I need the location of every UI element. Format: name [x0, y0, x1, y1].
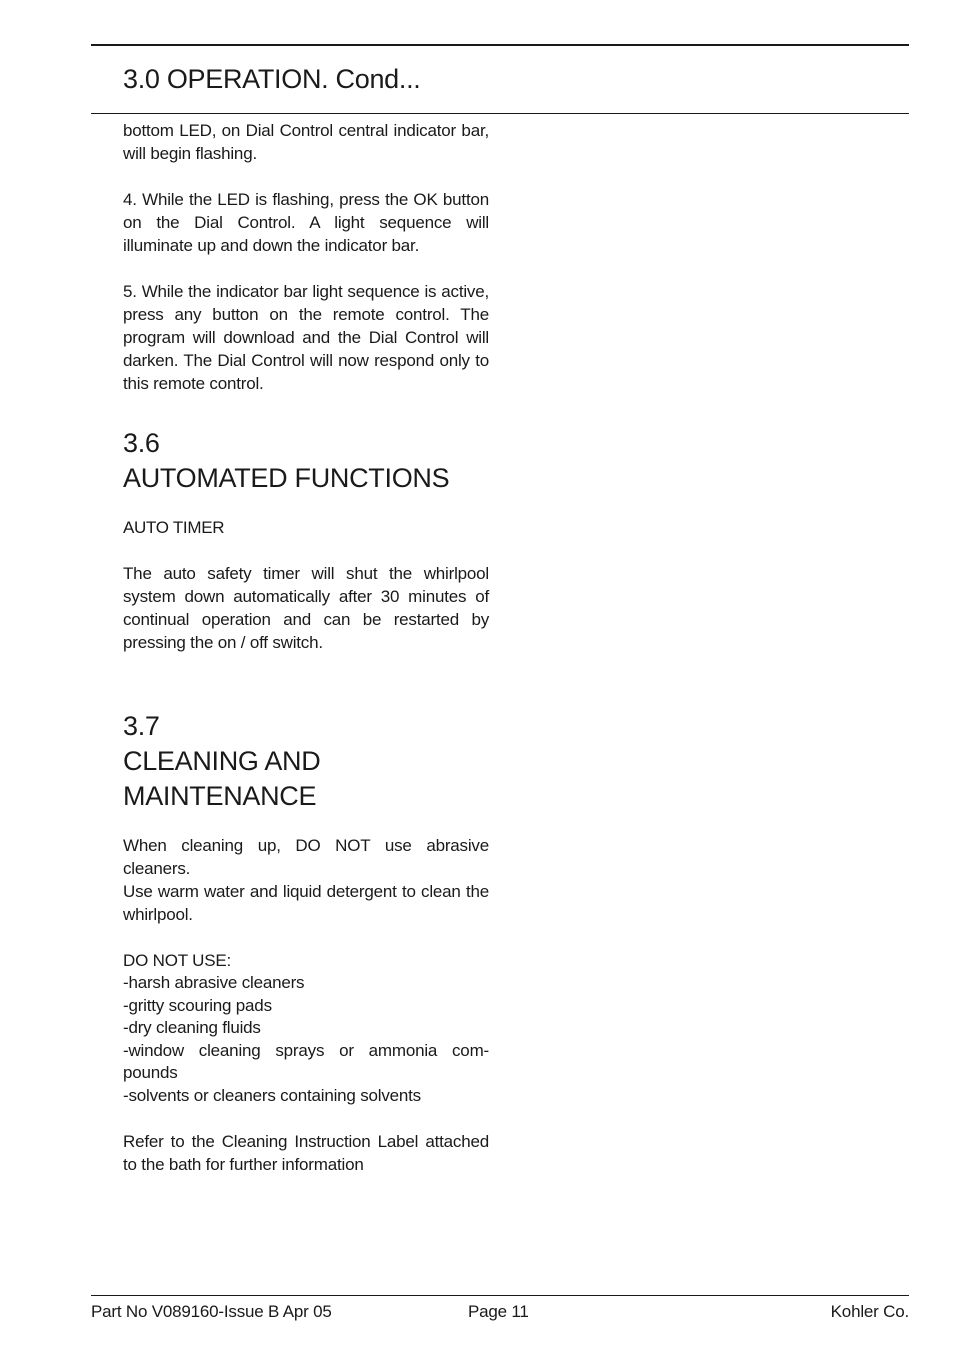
paragraph-auto-timer: The auto safety timer will shut the whirlpool system down automatically after 30 minutes of continual operation and can be restarted by pressing the on / off switch. — [123, 564, 489, 652]
paragraph-cleaning-label: Refer to the Cleaning Instruction Label attached to the bath for further information — [123, 1132, 489, 1174]
page-footer — [91, 1300, 909, 1326]
paragraph-warm-water: Use warm water and liquid detergent to clean the whirlpool. — [123, 882, 489, 924]
footer-rule — [91, 1295, 909, 1296]
paragraph-led-flashing: bottom LED, on Dial Control central indicator bar, will begin flashing. — [123, 121, 489, 163]
main-column — [123, 119, 489, 1176]
section-3-6-heading — [123, 426, 489, 496]
footer-part-number: Part No V089160-Issue B Apr 05 — [91, 1302, 332, 1321]
list-item: -solvents or cleaners containing solvents — [123, 1085, 421, 1105]
section-3-7-title-line2: MAINTENANCE — [123, 781, 317, 811]
section-3-7-heading — [123, 709, 489, 814]
do-not-use-label: DO NOT USE: — [123, 951, 232, 970]
paragraph-no-abrasive: When cleaning up, DO NOT use abrasive cleaners. — [123, 836, 489, 878]
list-item: -dry cleaning fluids — [123, 1018, 261, 1037]
auto-timer-subhead: AUTO TIMER — [123, 518, 225, 537]
paragraph-step-5: 5. While the indicator bar light sequence is active, press any button on the remote control. The program will download and the Dial Control will darken. The Dial Control will now respond only to this remote control. — [123, 282, 489, 393]
list-item: -window cleaning sprays or ammonia com-pounds — [123, 1040, 489, 1082]
section-3-7-number: 3.7 — [123, 711, 160, 741]
footer-company: Kohler Co. — [830, 1302, 909, 1321]
do-not-use-list — [123, 972, 489, 1107]
page-title: 3.0 OPERATION. Cond... — [123, 64, 421, 94]
paragraph-step-4: 4. While the LED is flashing, press the OK button on the Dial Control. A light sequence will illuminate up and down the indicator bar. — [123, 190, 489, 255]
footer-page-number: Page 11 — [468, 1302, 529, 1321]
section-3-6-number: 3.6 — [123, 428, 160, 458]
list-item: -harsh abrasive cleaners — [123, 973, 305, 992]
section-3-6-title: AUTOMATED FUNCTIONS — [123, 463, 450, 493]
header-bottom-rule — [91, 113, 909, 114]
list-item: -gritty scouring pads — [123, 995, 272, 1015]
header-top-rule — [91, 44, 909, 46]
section-3-7-title-line1: CLEANING AND — [123, 746, 321, 776]
